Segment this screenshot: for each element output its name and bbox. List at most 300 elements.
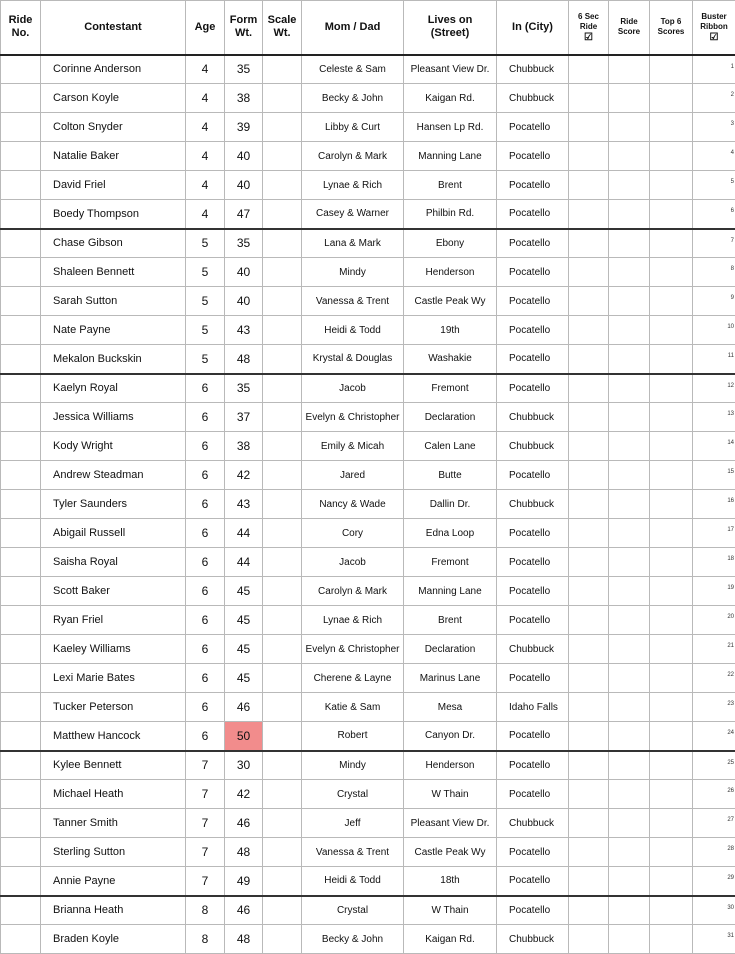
ride-score-cell[interactable] [609, 461, 650, 490]
six-sec-ride-cell[interactable] [569, 287, 609, 316]
age-cell: 7 [186, 751, 225, 780]
age-cell: 6 [186, 548, 225, 577]
ride-number: 13 [727, 411, 734, 417]
parents-cell: Carolyn & Mark [302, 142, 404, 171]
ride-score-cell[interactable] [609, 113, 650, 142]
parents-cell: Mindy [302, 751, 404, 780]
scale-wt-cell[interactable] [263, 55, 302, 84]
buster-ribbon-cell[interactable] [693, 925, 735, 954]
scale-wt-cell[interactable] [263, 838, 302, 867]
header-ride-score: Ride Score [609, 1, 650, 55]
header-scale-wt: Scale Wt. [263, 1, 302, 55]
scale-wt-cell[interactable] [263, 577, 302, 606]
contestant-name: Braden Koyle [41, 925, 186, 954]
scale-wt-cell[interactable] [263, 229, 302, 258]
ride-score-cell[interactable] [609, 200, 650, 229]
ride-score-cell[interactable] [609, 258, 650, 287]
form-wt-cell: 46 [225, 896, 263, 925]
top6-scores-cell[interactable] [650, 171, 693, 200]
age-cell: 5 [186, 258, 225, 287]
top6-scores-cell[interactable] [650, 403, 693, 432]
age-cell: 6 [186, 606, 225, 635]
age-cell: 4 [186, 200, 225, 229]
six-sec-ride-cell[interactable] [569, 519, 609, 548]
ride-number: 20 [727, 614, 734, 620]
six-sec-ride-cell[interactable] [569, 751, 609, 780]
city-cell: Chubbuck [497, 635, 569, 664]
ride-no-cell [1, 722, 41, 751]
ride-number: 17 [727, 527, 734, 533]
six-sec-ride-cell[interactable] [569, 229, 609, 258]
table-row [1, 374, 735, 403]
street-cell: Calen Lane [404, 432, 497, 461]
scale-wt-cell[interactable] [263, 200, 302, 229]
six-sec-ride-cell[interactable] [569, 925, 609, 954]
ride-no-cell [1, 635, 41, 664]
buster-ribbon-cell[interactable] [693, 258, 735, 287]
contestant-name: Jessica Williams [41, 403, 186, 432]
ride-number: 21 [727, 643, 734, 649]
form-wt-cell: 35 [225, 229, 263, 258]
age-cell: 5 [186, 229, 225, 258]
ride-no-cell [1, 664, 41, 693]
ride-score-cell[interactable] [609, 925, 650, 954]
table-row [1, 780, 735, 809]
ride-no-cell [1, 432, 41, 461]
scale-wt-cell[interactable] [263, 896, 302, 925]
top6-scores-cell[interactable] [650, 722, 693, 751]
form-wt-cell: 40 [225, 258, 263, 287]
six-sec-ride-cell[interactable] [569, 258, 609, 287]
age-cell: 6 [186, 577, 225, 606]
age-cell: 5 [186, 316, 225, 345]
six-sec-ride-cell[interactable] [569, 55, 609, 84]
top6-scores-cell[interactable] [650, 461, 693, 490]
six-sec-ride-cell[interactable] [569, 722, 609, 751]
top6-scores-cell[interactable] [650, 316, 693, 345]
ride-score-cell[interactable] [609, 287, 650, 316]
street-cell: Ebony [404, 229, 497, 258]
buster-ribbon-cell[interactable] [693, 142, 735, 171]
city-cell: Pocatello [497, 258, 569, 287]
top6-scores-cell[interactable] [650, 751, 693, 780]
buster-ribbon-cell[interactable] [693, 200, 735, 229]
scale-wt-cell[interactable] [263, 432, 302, 461]
scale-wt-cell[interactable] [263, 780, 302, 809]
table-row [1, 258, 735, 287]
contestant-name: Chase Gibson [41, 229, 186, 258]
form-wt-cell: 45 [225, 664, 263, 693]
street-cell: W Thain [404, 896, 497, 925]
street-cell: Butte [404, 461, 497, 490]
top6-scores-cell[interactable] [650, 113, 693, 142]
ride-score-cell[interactable] [609, 55, 650, 84]
ride-score-cell[interactable] [609, 722, 650, 751]
ride-score-cell[interactable] [609, 780, 650, 809]
age-cell: 4 [186, 113, 225, 142]
form-wt-cell: 50 [225, 722, 263, 751]
form-wt-cell: 45 [225, 577, 263, 606]
ride-score-cell[interactable] [609, 577, 650, 606]
buster-ribbon-cell[interactable] [693, 635, 735, 664]
form-wt-cell: 45 [225, 635, 263, 664]
six-sec-ride-cell[interactable] [569, 345, 609, 374]
city-cell: Pocatello [497, 229, 569, 258]
buster-ribbon-cell[interactable] [693, 432, 735, 461]
six-sec-ride-cell[interactable] [569, 113, 609, 142]
header-lives-on: Lives on (Street) [404, 1, 497, 55]
contestant-name: Lexi Marie Bates [41, 664, 186, 693]
contestant-name: Corinne Anderson [41, 55, 186, 84]
scale-wt-cell[interactable] [263, 693, 302, 722]
ride-no-cell [1, 55, 41, 84]
top6-scores-cell[interactable] [650, 490, 693, 519]
six-sec-ride-cell[interactable] [569, 896, 609, 925]
table-row [1, 403, 735, 432]
six-sec-ride-cell[interactable] [569, 577, 609, 606]
top6-scores-cell[interactable] [650, 548, 693, 577]
table-row [1, 925, 735, 954]
buster-ribbon-cell[interactable] [693, 84, 735, 113]
parents-cell: Casey & Warner [302, 200, 404, 229]
six-sec-ride-cell[interactable] [569, 664, 609, 693]
buster-ribbon-cell[interactable] [693, 664, 735, 693]
city-cell: Pocatello [497, 374, 569, 403]
age-cell: 7 [186, 809, 225, 838]
scale-wt-cell[interactable] [263, 84, 302, 113]
scale-wt-cell[interactable] [263, 287, 302, 316]
scale-wt-cell[interactable] [263, 664, 302, 693]
six-sec-ride-cell[interactable] [569, 838, 609, 867]
city-cell: Pocatello [497, 838, 569, 867]
ride-score-cell[interactable] [609, 693, 650, 722]
top6-scores-cell[interactable] [650, 664, 693, 693]
top6-scores-cell[interactable] [650, 925, 693, 954]
ride-no-cell [1, 171, 41, 200]
header-six-sec-ride: 6 Sec Ride ☑ [569, 1, 609, 55]
form-wt-cell: 39 [225, 113, 263, 142]
table-row [1, 896, 735, 925]
age-cell: 7 [186, 780, 225, 809]
ride-score-cell[interactable] [609, 809, 650, 838]
six-sec-ride-cell[interactable] [569, 84, 609, 113]
six-sec-ride-cell[interactable] [569, 316, 609, 345]
ride-score-cell[interactable] [609, 316, 650, 345]
scale-wt-cell[interactable] [263, 345, 302, 374]
city-cell: Pocatello [497, 142, 569, 171]
scale-wt-cell[interactable] [263, 809, 302, 838]
buster-ribbon-cell[interactable] [693, 113, 735, 142]
ride-score-cell[interactable] [609, 374, 650, 403]
scale-wt-cell[interactable] [263, 403, 302, 432]
parents-cell: Cory [302, 519, 404, 548]
scale-wt-cell[interactable] [263, 722, 302, 751]
scale-wt-cell[interactable] [263, 113, 302, 142]
six-sec-ride-cell[interactable] [569, 548, 609, 577]
age-cell: 8 [186, 896, 225, 925]
ride-score-cell[interactable] [609, 171, 650, 200]
scale-wt-cell[interactable] [263, 519, 302, 548]
age-cell: 4 [186, 55, 225, 84]
buster-ribbon-cell[interactable] [693, 867, 735, 896]
parents-cell: Jeff [302, 809, 404, 838]
ride-score-cell[interactable] [609, 84, 650, 113]
city-cell: Pocatello [497, 577, 569, 606]
scale-wt-cell[interactable] [263, 606, 302, 635]
table-row [1, 345, 735, 374]
buster-ribbon-cell[interactable] [693, 229, 735, 258]
city-cell: Chubbuck [497, 432, 569, 461]
street-cell: Castle Peak Wy [404, 287, 497, 316]
ride-score-cell[interactable] [609, 664, 650, 693]
street-cell: Dallin Dr. [404, 490, 497, 519]
contestant-name: Abigail Russell [41, 519, 186, 548]
scale-wt-cell[interactable] [263, 171, 302, 200]
scale-wt-cell[interactable] [263, 548, 302, 577]
buster-ribbon-cell[interactable] [693, 55, 735, 84]
ride-score-cell[interactable] [609, 751, 650, 780]
contestant-name: Saisha Royal [41, 548, 186, 577]
street-cell: W Thain [404, 780, 497, 809]
table-row [1, 200, 735, 229]
form-wt-cell: 40 [225, 287, 263, 316]
six-sec-ride-cell[interactable] [569, 403, 609, 432]
contestant-name: Nate Payne [41, 316, 186, 345]
buster-ribbon-cell[interactable] [693, 722, 735, 751]
parents-cell: Nancy & Wade [302, 490, 404, 519]
buster-ribbon-cell[interactable] [693, 548, 735, 577]
city-cell: Pocatello [497, 722, 569, 751]
contestant-name: Shaleen Bennett [41, 258, 186, 287]
ride-no-cell [1, 809, 41, 838]
table-row [1, 548, 735, 577]
city-cell: Chubbuck [497, 490, 569, 519]
ride-number: 12 [727, 383, 734, 389]
six-sec-ride-cell[interactable] [569, 693, 609, 722]
top6-scores-cell[interactable] [650, 345, 693, 374]
top6-scores-cell[interactable] [650, 635, 693, 664]
six-sec-ride-cell[interactable] [569, 490, 609, 519]
six-sec-ride-cell[interactable] [569, 867, 609, 896]
scale-wt-cell[interactable] [263, 751, 302, 780]
ride-score-cell[interactable] [609, 403, 650, 432]
checkbox-icon: ☑ [569, 32, 608, 43]
age-cell: 7 [186, 867, 225, 896]
contestant-name: Natalie Baker [41, 142, 186, 171]
ride-number: 26 [727, 788, 734, 794]
city-cell: Pocatello [497, 780, 569, 809]
ride-number: 8 [731, 266, 734, 272]
six-sec-ride-cell[interactable] [569, 432, 609, 461]
buster-ribbon-cell[interactable] [693, 490, 735, 519]
form-wt-cell: 30 [225, 751, 263, 780]
age-cell: 5 [186, 345, 225, 374]
header-buster-ribbon: Buster Ribbon ☑ [693, 1, 735, 55]
top6-scores-cell[interactable] [650, 838, 693, 867]
ride-number: 6 [731, 208, 734, 214]
six-sec-ride-cell[interactable] [569, 809, 609, 838]
age-cell: 4 [186, 171, 225, 200]
form-wt-cell: 48 [225, 925, 263, 954]
table-row [1, 809, 735, 838]
contestant-name: Kaeley Williams [41, 635, 186, 664]
buster-ribbon-cell[interactable] [693, 287, 735, 316]
form-wt-cell: 43 [225, 316, 263, 345]
ride-no-cell [1, 84, 41, 113]
buster-ribbon-cell[interactable] [693, 693, 735, 722]
six-sec-ride-cell[interactable] [569, 374, 609, 403]
six-sec-ride-cell[interactable] [569, 142, 609, 171]
ride-score-cell[interactable] [609, 867, 650, 896]
top6-scores-cell[interactable] [650, 55, 693, 84]
table-row [1, 606, 735, 635]
top6-scores-cell[interactable] [650, 142, 693, 171]
scale-wt-cell[interactable] [263, 142, 302, 171]
six-sec-ride-cell[interactable] [569, 780, 609, 809]
table-row [1, 751, 735, 780]
table-row [1, 722, 735, 751]
header-row [1, 1, 735, 55]
form-wt-cell: 35 [225, 55, 263, 84]
ride-number: 11 [728, 353, 734, 359]
ride-number: 7 [731, 238, 734, 244]
table-row [1, 229, 735, 258]
top6-scores-cell[interactable] [650, 780, 693, 809]
top6-scores-cell[interactable] [650, 606, 693, 635]
ride-score-cell[interactable] [609, 490, 650, 519]
scale-wt-cell[interactable] [263, 490, 302, 519]
top6-scores-cell[interactable] [650, 229, 693, 258]
parents-cell: Krystal & Douglas [302, 345, 404, 374]
top6-scores-cell[interactable] [650, 258, 693, 287]
buster-ribbon-cell[interactable] [693, 374, 735, 403]
ride-number: 23 [727, 701, 734, 707]
street-cell: Kaigan Rd. [404, 84, 497, 113]
buster-ribbon-cell[interactable] [693, 896, 735, 925]
parents-cell: Crystal [302, 780, 404, 809]
street-cell: Declaration [404, 403, 497, 432]
age-cell: 8 [186, 925, 225, 954]
top6-scores-cell[interactable] [650, 200, 693, 229]
ride-score-cell[interactable] [609, 229, 650, 258]
scale-wt-cell[interactable] [263, 867, 302, 896]
ride-no-cell [1, 374, 41, 403]
buster-ribbon-cell[interactable] [693, 171, 735, 200]
contestant-name: Boedy Thompson [41, 200, 186, 229]
ride-no-cell [1, 258, 41, 287]
age-cell: 6 [186, 664, 225, 693]
age-cell: 6 [186, 722, 225, 751]
ride-score-cell[interactable] [609, 142, 650, 171]
ride-number: 27 [727, 817, 734, 823]
parents-cell: Vanessa & Trent [302, 287, 404, 316]
buster-ribbon-cell[interactable] [693, 519, 735, 548]
buster-ribbon-cell[interactable] [693, 461, 735, 490]
ride-no-cell [1, 548, 41, 577]
city-cell: Pocatello [497, 200, 569, 229]
buster-ribbon-cell[interactable] [693, 809, 735, 838]
city-cell: Chubbuck [497, 84, 569, 113]
header-contestant: Contestant [41, 1, 186, 55]
contestant-name: Tyler Saunders [41, 490, 186, 519]
ride-no-cell [1, 345, 41, 374]
street-cell: Canyon Dr. [404, 722, 497, 751]
top6-scores-cell[interactable] [650, 867, 693, 896]
table-row [1, 171, 735, 200]
contestant-name: Sterling Sutton [41, 838, 186, 867]
contestant-name: Tanner Smith [41, 809, 186, 838]
top6-scores-cell[interactable] [650, 896, 693, 925]
scale-wt-cell[interactable] [263, 925, 302, 954]
top6-scores-cell[interactable] [650, 374, 693, 403]
buster-ribbon-cell[interactable] [693, 838, 735, 867]
ride-score-cell[interactable] [609, 519, 650, 548]
buster-ribbon-cell[interactable] [693, 403, 735, 432]
form-wt-cell: 38 [225, 84, 263, 113]
parents-cell: Carolyn & Mark [302, 577, 404, 606]
parents-cell: Jacob [302, 548, 404, 577]
buster-ribbon-cell[interactable] [693, 577, 735, 606]
ride-score-cell[interactable] [609, 635, 650, 664]
top6-scores-cell[interactable] [650, 577, 693, 606]
six-sec-ride-cell[interactable] [569, 606, 609, 635]
form-wt-cell: 37 [225, 403, 263, 432]
scale-wt-cell[interactable] [263, 461, 302, 490]
top6-scores-cell[interactable] [650, 519, 693, 548]
buster-ribbon-cell[interactable] [693, 780, 735, 809]
form-wt-cell: 46 [225, 693, 263, 722]
top6-scores-cell[interactable] [650, 287, 693, 316]
top6-scores-cell[interactable] [650, 693, 693, 722]
table-row [1, 316, 735, 345]
form-wt-cell: 42 [225, 780, 263, 809]
ride-no-cell [1, 577, 41, 606]
scale-wt-cell[interactable] [263, 635, 302, 664]
ride-number: 25 [727, 760, 734, 766]
ride-score-cell[interactable] [609, 432, 650, 461]
ride-score-cell[interactable] [609, 345, 650, 374]
buster-ribbon-cell[interactable] [693, 316, 735, 345]
scale-wt-cell[interactable] [263, 258, 302, 287]
six-sec-ride-cell[interactable] [569, 461, 609, 490]
top6-scores-cell[interactable] [650, 432, 693, 461]
six-sec-ride-cell[interactable] [569, 171, 609, 200]
ride-score-cell[interactable] [609, 606, 650, 635]
buster-ribbon-cell[interactable] [693, 751, 735, 780]
scale-wt-cell[interactable] [263, 374, 302, 403]
six-sec-ride-cell[interactable] [569, 200, 609, 229]
ride-score-cell[interactable] [609, 838, 650, 867]
ride-score-cell[interactable] [609, 548, 650, 577]
parents-cell: Heidi & Todd [302, 316, 404, 345]
city-cell: Chubbuck [497, 809, 569, 838]
contestant-name: Carson Koyle [41, 84, 186, 113]
parents-cell: Heidi & Todd [302, 867, 404, 896]
top6-scores-cell[interactable] [650, 84, 693, 113]
scale-wt-cell[interactable] [263, 316, 302, 345]
six-sec-ride-cell[interactable] [569, 635, 609, 664]
ride-no-cell [1, 113, 41, 142]
city-cell: Pocatello [497, 316, 569, 345]
buster-ribbon-cell[interactable] [693, 606, 735, 635]
table-row [1, 287, 735, 316]
city-cell: Pocatello [497, 548, 569, 577]
buster-ribbon-cell[interactable] [693, 345, 735, 374]
street-cell: Washakie [404, 345, 497, 374]
table-row [1, 461, 735, 490]
ride-score-cell[interactable] [609, 896, 650, 925]
top6-scores-cell[interactable] [650, 809, 693, 838]
